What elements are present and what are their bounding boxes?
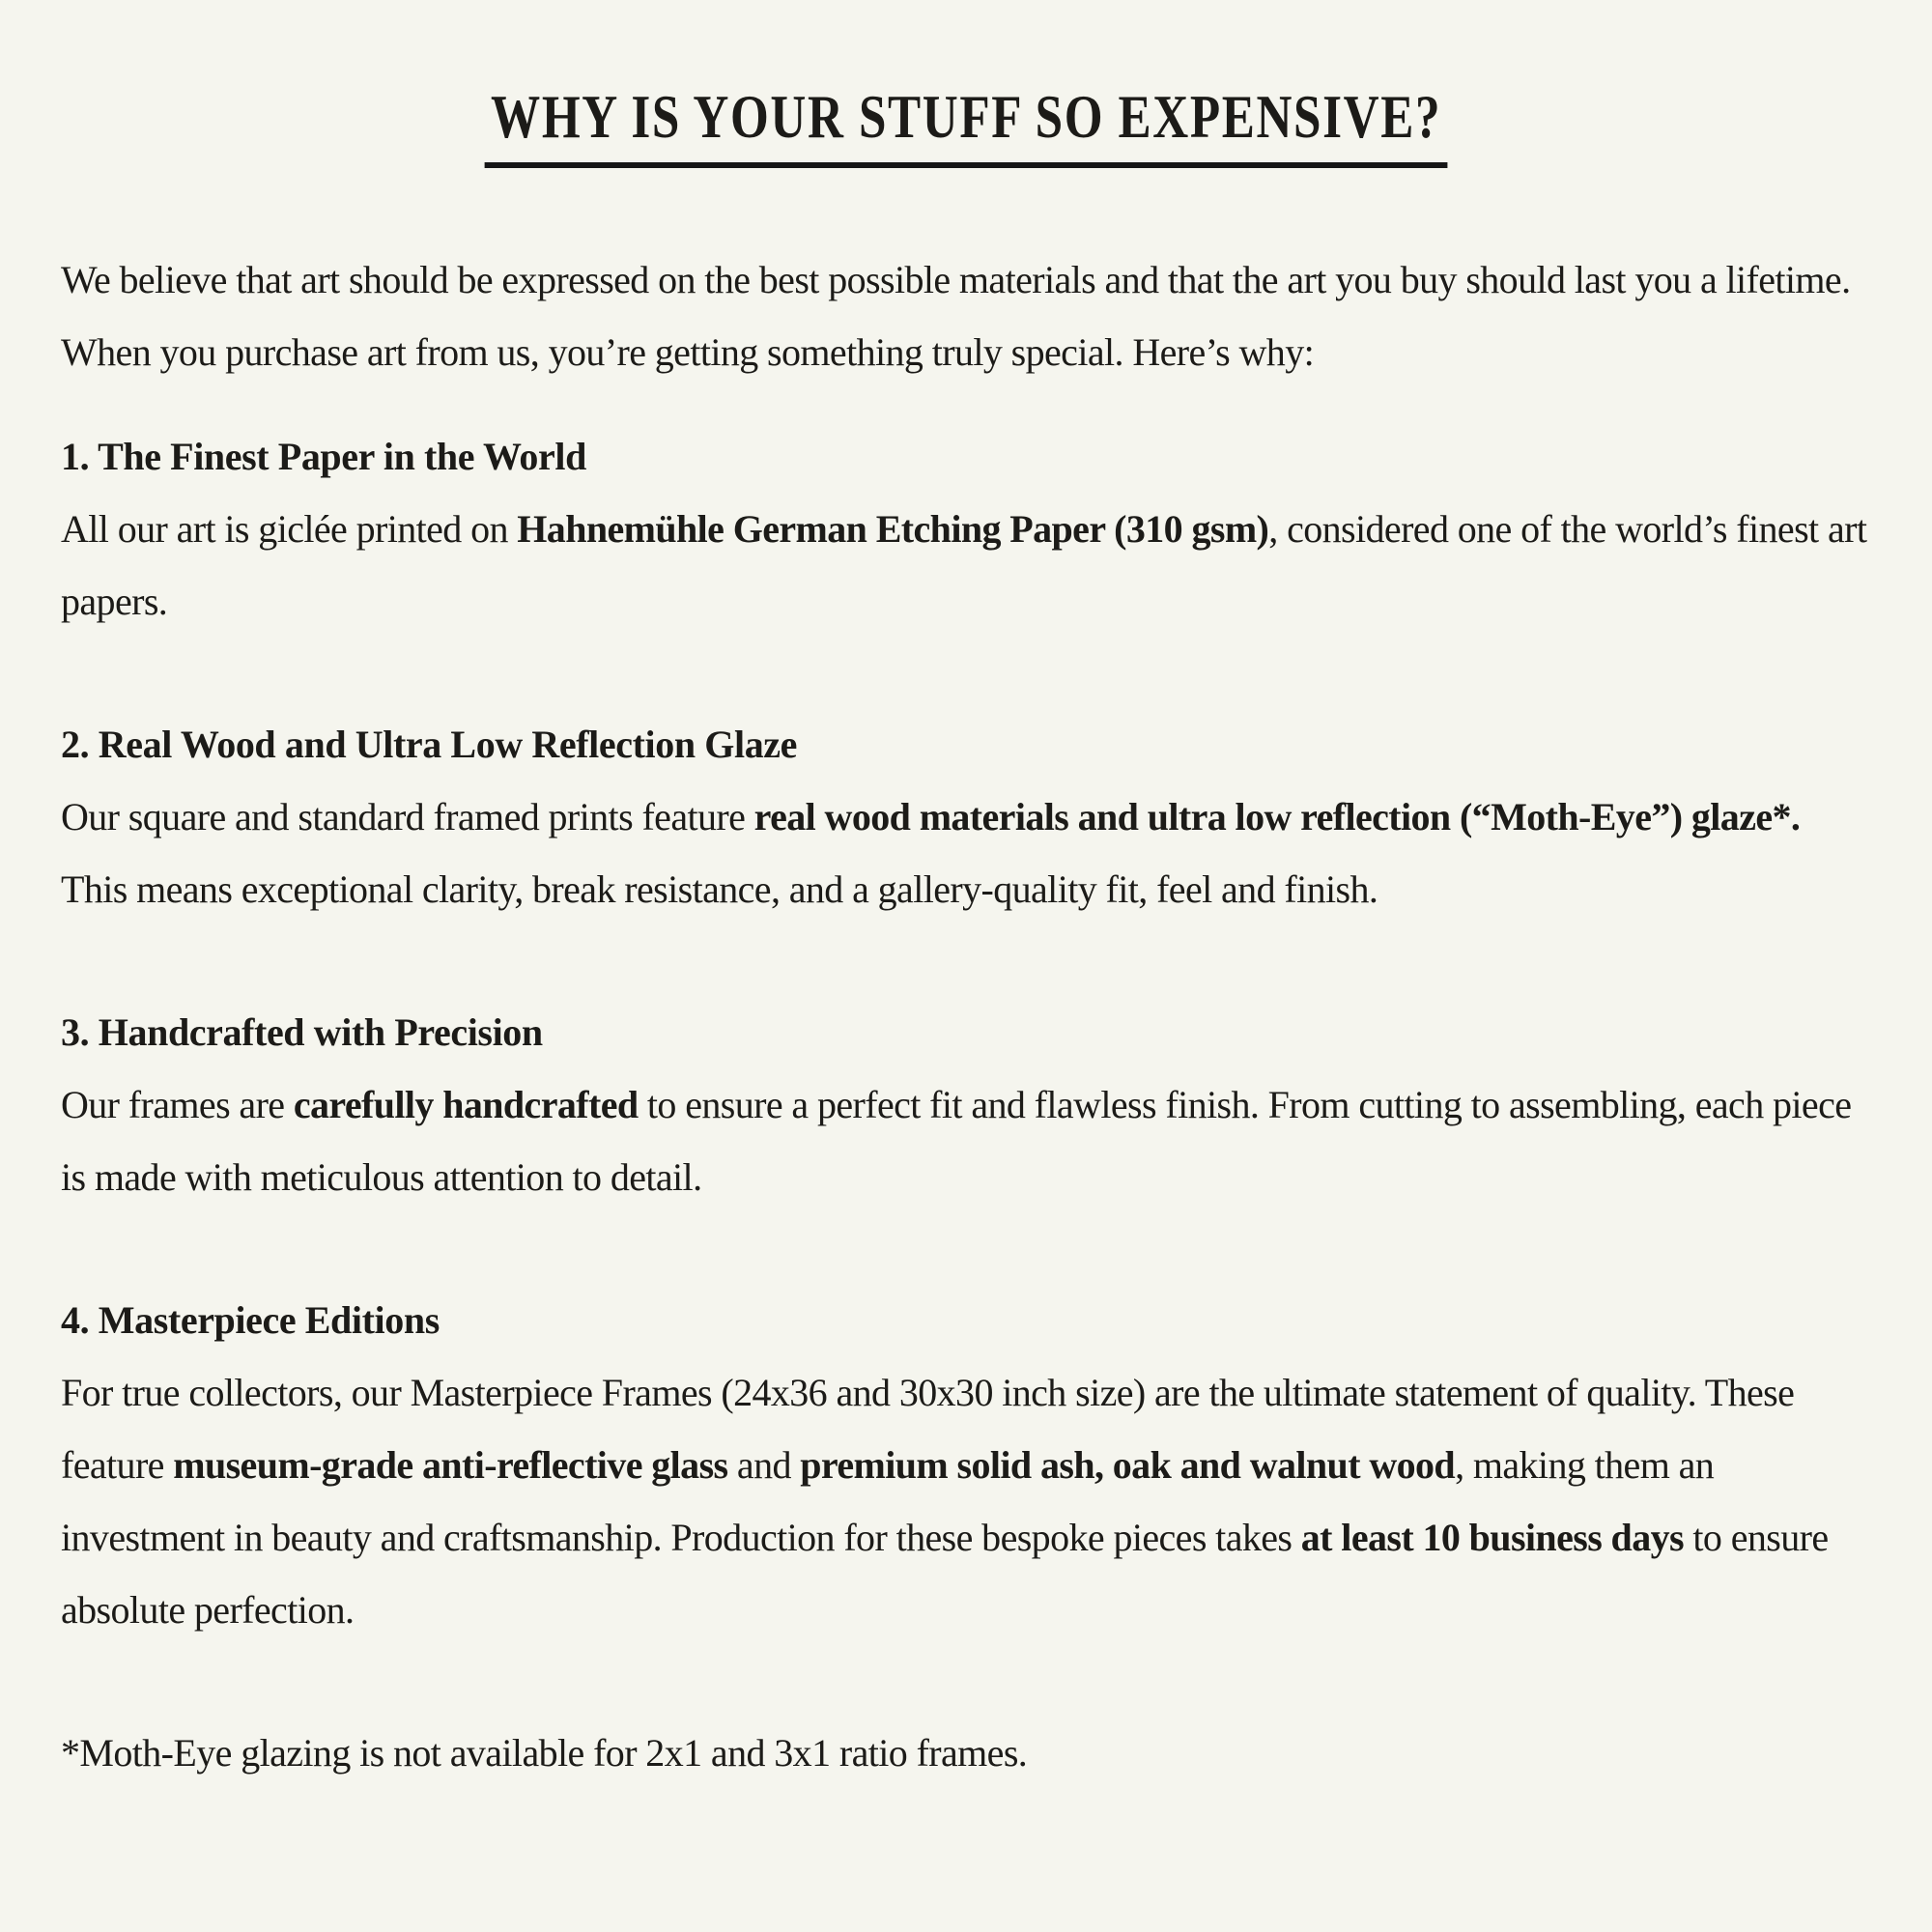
text-run: to ensure absolute perfection.: [61, 1515, 1829, 1632]
document-section: [61, 1284, 1871, 1646]
section-body: [61, 493, 1871, 638]
section-body: [61, 781, 1871, 925]
text-run: , making them an investment in beauty and craftsmanship. Production for these bespoke pieces takes: [61, 1442, 1715, 1559]
text-run: , considered one of the world’s finest art papers.: [61, 506, 1867, 623]
bold-text-run: Hahnemühle German Etching Paper (310 gsm): [517, 506, 1269, 551]
bold-text-run: carefully handcrafted: [293, 1082, 639, 1126]
text-run: to ensure a perfect fit and flawless finish. From cutting to assembling, each piece is made with meticulous attention to detail.: [61, 1082, 1852, 1199]
bold-text-run: premium solid ash, oak and walnut wood: [800, 1442, 1456, 1487]
text-run: All our art is giclée printed on: [61, 506, 518, 551]
bold-text-run: museum-grade anti-reflective glass: [173, 1442, 728, 1487]
text-run: and: [727, 1442, 801, 1487]
sections-container: [61, 420, 1871, 1646]
bold-text-run: at least 10 business days: [1300, 1515, 1684, 1559]
text-run: This means exceptional clarity, break resistance, and a gallery-quality fit, feel and finish.: [61, 867, 1378, 911]
document-section: [61, 996, 1871, 1213]
page-title: [61, 81, 1871, 168]
page-title-text: WHY IS YOUR STUFF SO EXPENSIVE?: [485, 81, 1448, 168]
section-heading: 3. Handcrafted with Precision: [61, 1009, 543, 1054]
text-run: For true collectors, our Masterpiece Frames (24x36 and 30x30 inch size) are the ultimate statement of quality. These feature: [61, 1370, 1795, 1487]
document-section: [61, 708, 1871, 925]
section-heading: 2. Real Wood and Ultra Low Reflection Glaze: [61, 722, 797, 766]
section-body: [61, 1356, 1871, 1646]
document-section: [61, 420, 1871, 638]
document-content: [61, 243, 1871, 1789]
section-body: [61, 1068, 1871, 1213]
footnote: *Moth-Eye glazing is not available for 2x1 and 3x1 ratio frames.: [61, 1730, 1028, 1775]
bold-text-run: real wood materials and ultra low reflection (“Moth-Eye”) glaze*.: [753, 794, 1801, 838]
text-run: Our frames are: [61, 1082, 294, 1126]
section-heading: 1. The Finest Paper in the World: [61, 434, 586, 478]
intro-paragraph: We believe that art should be expressed on the best possible materials and that the art you buy should last you a lifetime. When you purchase art from us, you’re getting something truly special. Here’s why:: [61, 257, 1851, 374]
text-run: Our square and standard framed prints feature: [61, 794, 754, 838]
section-heading: 4. Masterpiece Editions: [61, 1297, 440, 1342]
